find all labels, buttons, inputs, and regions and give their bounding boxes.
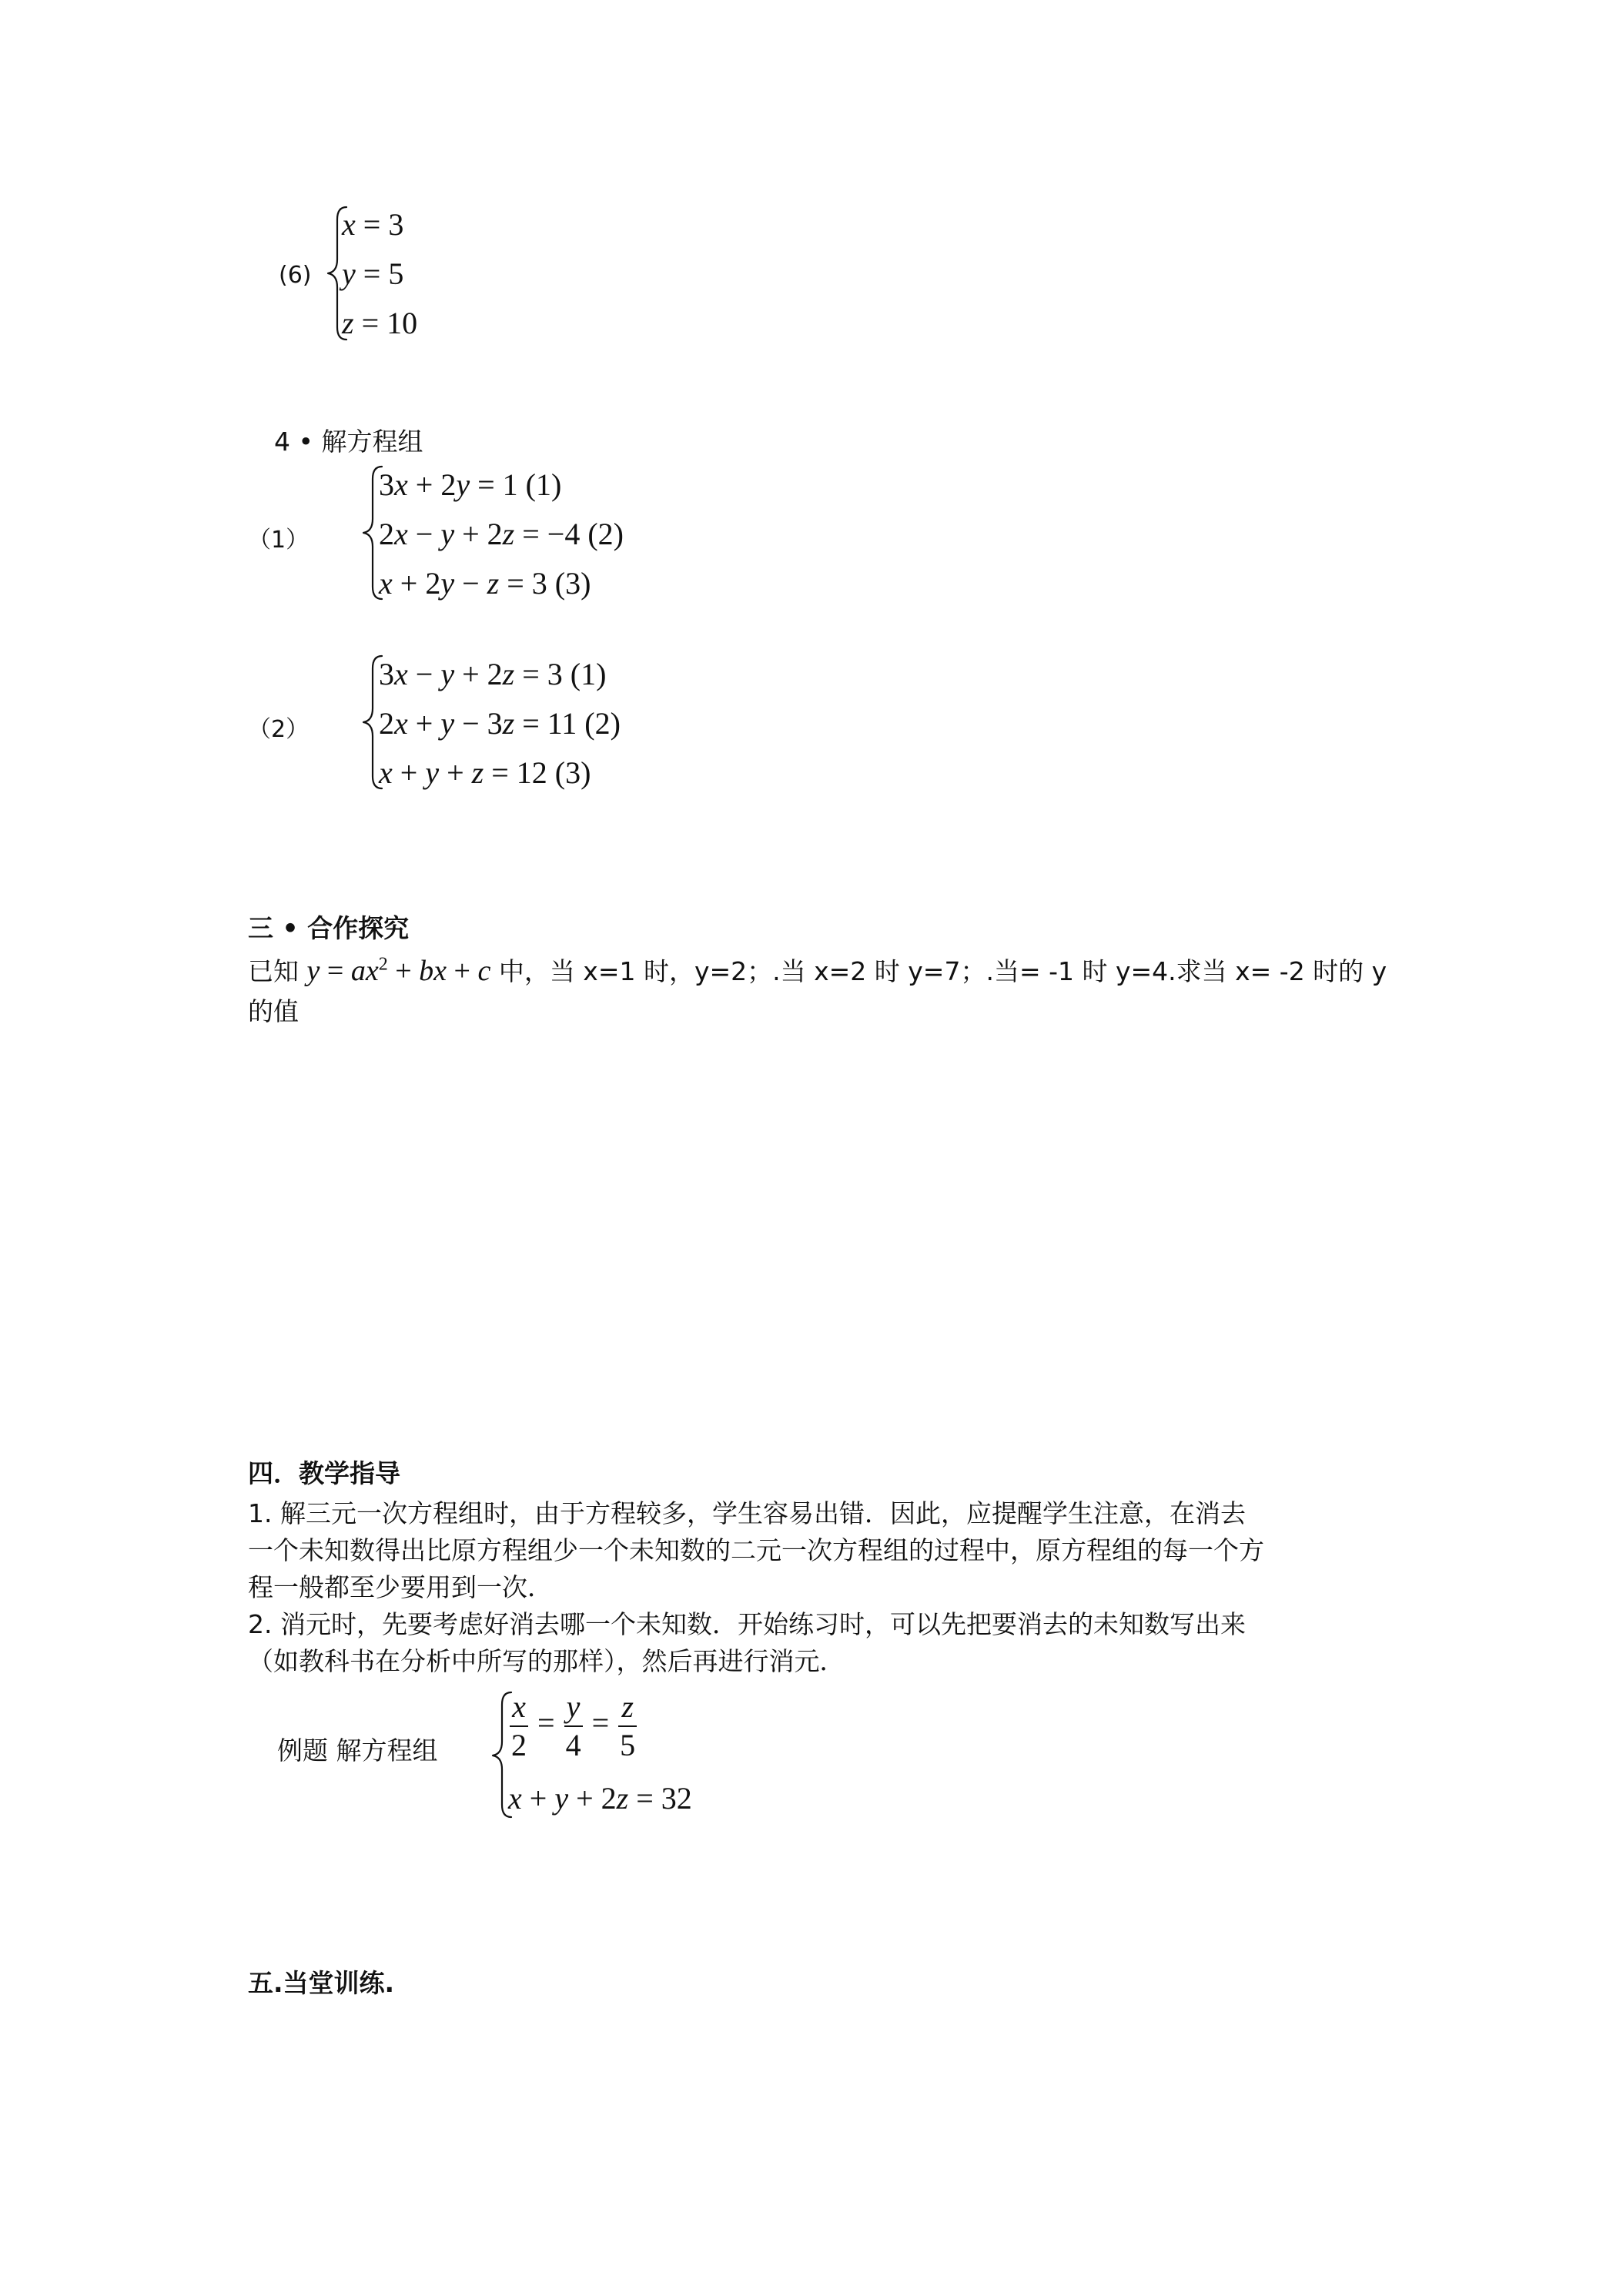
system-2-eq-3: x + y + z = 12 (3): [379, 755, 591, 790]
section-4-p1-line1: 1. 解三元一次方程组时，由于方程较多，学生容易出错．因此，应提醒学生注意，在消去: [248, 1498, 1246, 1528]
system-1-eq-3: x + 2y − z = 3 (3): [379, 566, 591, 601]
section-4-p2-line1: 2. 消元时，先要考虑好消去哪一个未知数．开始练习时，可以先把要消去的未知数写出来: [248, 1609, 1246, 1639]
section-3-heading: 三 • 合作探究: [248, 913, 410, 943]
problem-4-title: 4 • 解方程组: [274, 427, 423, 457]
section-5-heading: 五.当堂训练.: [248, 1968, 395, 1998]
section-4-p2-line2: （如教科书在分析中所写的那样），然后再进行消元．: [248, 1646, 845, 1676]
system-6-label: (6): [279, 262, 312, 289]
fraction-z-over-5: $\frac{z}{5}$: [620, 1689, 636, 1762]
section-4-p1-line3: 程一般都至少要用到一次．: [248, 1572, 553, 1602]
system-6-line-1: x = 3: [342, 207, 404, 242]
fraction-x-over-2: $\frac{x}{2}$: [511, 1689, 527, 1762]
system-6-line-2: y = 5: [342, 256, 404, 291]
section-4-p1-line2: 一个未知数得出比原方程组少一个未知数的二元一次方程组的过程中，原方程组的每一个方: [248, 1535, 1264, 1565]
system-1-eq-2: 2x − y + 2z = −4 (2): [379, 517, 624, 551]
section-4-heading: 四．教学指导: [248, 1458, 400, 1488]
system-6-line-3: z = 10: [342, 306, 418, 340]
fraction-y-over-4: $\frac{y}{4}$: [565, 1689, 581, 1762]
system-2-label: （2）: [248, 716, 310, 743]
quadratic-formula: $y = ax^2$ + bx + c: [306, 954, 491, 987]
section-3-text: [248, 953, 1395, 990]
example-eq-1: $\frac{x}{2}$ = $\frac{y}{4}$ = $\frac{z}{5}$: [511, 1689, 636, 1762]
system-2-eq-2: 2x + y − 3z = 11 (2): [379, 706, 621, 741]
example-label: 例题 解方程组: [277, 1735, 438, 1766]
system-1-eq-1: 3x + 2y = 1 (1): [379, 467, 562, 502]
section-3-text-line2: 的值: [248, 996, 299, 1026]
section-3-text-prefix: 已知: [248, 956, 299, 986]
section-3-text-suffix: 中，当 x=1 时，y=2；.当 x=2 时 y=7；.当= -1 时 y=4.求当 x= -2 时的 y: [498, 956, 1387, 986]
system-1-label: （1）: [248, 527, 310, 554]
system-2-eq-1: 3x − y + 2z = 3 (1): [379, 657, 607, 691]
example-eq-2: x + y + 2z = 32: [508, 1781, 692, 1816]
